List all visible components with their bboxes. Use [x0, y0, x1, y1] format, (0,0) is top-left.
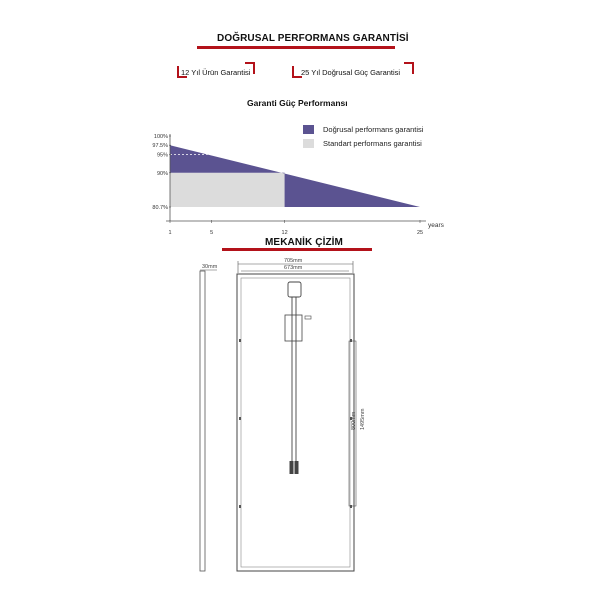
y-tick-label: 97.5%	[152, 143, 168, 150]
inner-width-dimension: 673mm	[284, 265, 303, 271]
thickness-dimension: 30mm	[202, 264, 218, 270]
height-dimension: 1495mm	[360, 408, 366, 430]
y-tick-labels	[152, 134, 171, 211]
badge-power-warranty: 25 Yıl Doğrusal Güç Garantisi	[301, 68, 401, 77]
mount-hole	[350, 339, 352, 342]
y-tick-label: 95%	[156, 152, 168, 159]
legend-standard-label: Standart performans garantisi	[323, 139, 422, 148]
side-profile	[200, 271, 205, 571]
x-axis-label: years	[428, 222, 444, 229]
x-tick-labels	[168, 220, 423, 236]
legend	[303, 125, 424, 148]
mount-hole	[350, 505, 352, 508]
panel-frame-outer	[237, 274, 354, 571]
x-tick-label: 25	[416, 230, 424, 236]
label-plate	[285, 315, 302, 341]
label-tab	[305, 316, 311, 319]
y-tick-label: 100%	[153, 134, 168, 140]
outer-width-dimension: 705mm	[284, 258, 303, 264]
mechanical-drawing	[0, 255, 592, 592]
legend-linear-label: Doğrusal performans garantisi	[323, 125, 424, 134]
panel-frame-inner	[241, 278, 350, 567]
x-tick-label: 12	[281, 230, 288, 236]
badge-product-warranty: 12 Yıl Ürün Garantisi	[181, 68, 251, 77]
legend-linear-swatch	[303, 125, 314, 134]
junction-box	[288, 282, 301, 297]
x-tick-label: 1	[168, 230, 172, 236]
y-tick-label: 90%	[156, 170, 168, 177]
warranty-title: DOĞRUSAL PERFORMANS GARANTİSİ	[217, 33, 409, 44]
mechanical-title: MEKANİK ÇİZİM	[265, 237, 343, 248]
mechanical-title-underline	[222, 248, 372, 251]
mount-hole	[239, 505, 241, 508]
y-tick-label: 80.7%	[152, 205, 168, 211]
connector-left	[290, 461, 294, 474]
legend-standard-swatch	[303, 139, 314, 148]
mount-dimension: 800mm	[351, 411, 357, 430]
x-tick-label: 5	[210, 230, 214, 236]
chart-title: Garanti Güç Performansı	[247, 98, 348, 108]
mount-hole	[239, 339, 241, 342]
connector-right	[295, 461, 299, 474]
warranty-chart	[0, 0, 592, 240]
mount-hole	[239, 417, 241, 420]
